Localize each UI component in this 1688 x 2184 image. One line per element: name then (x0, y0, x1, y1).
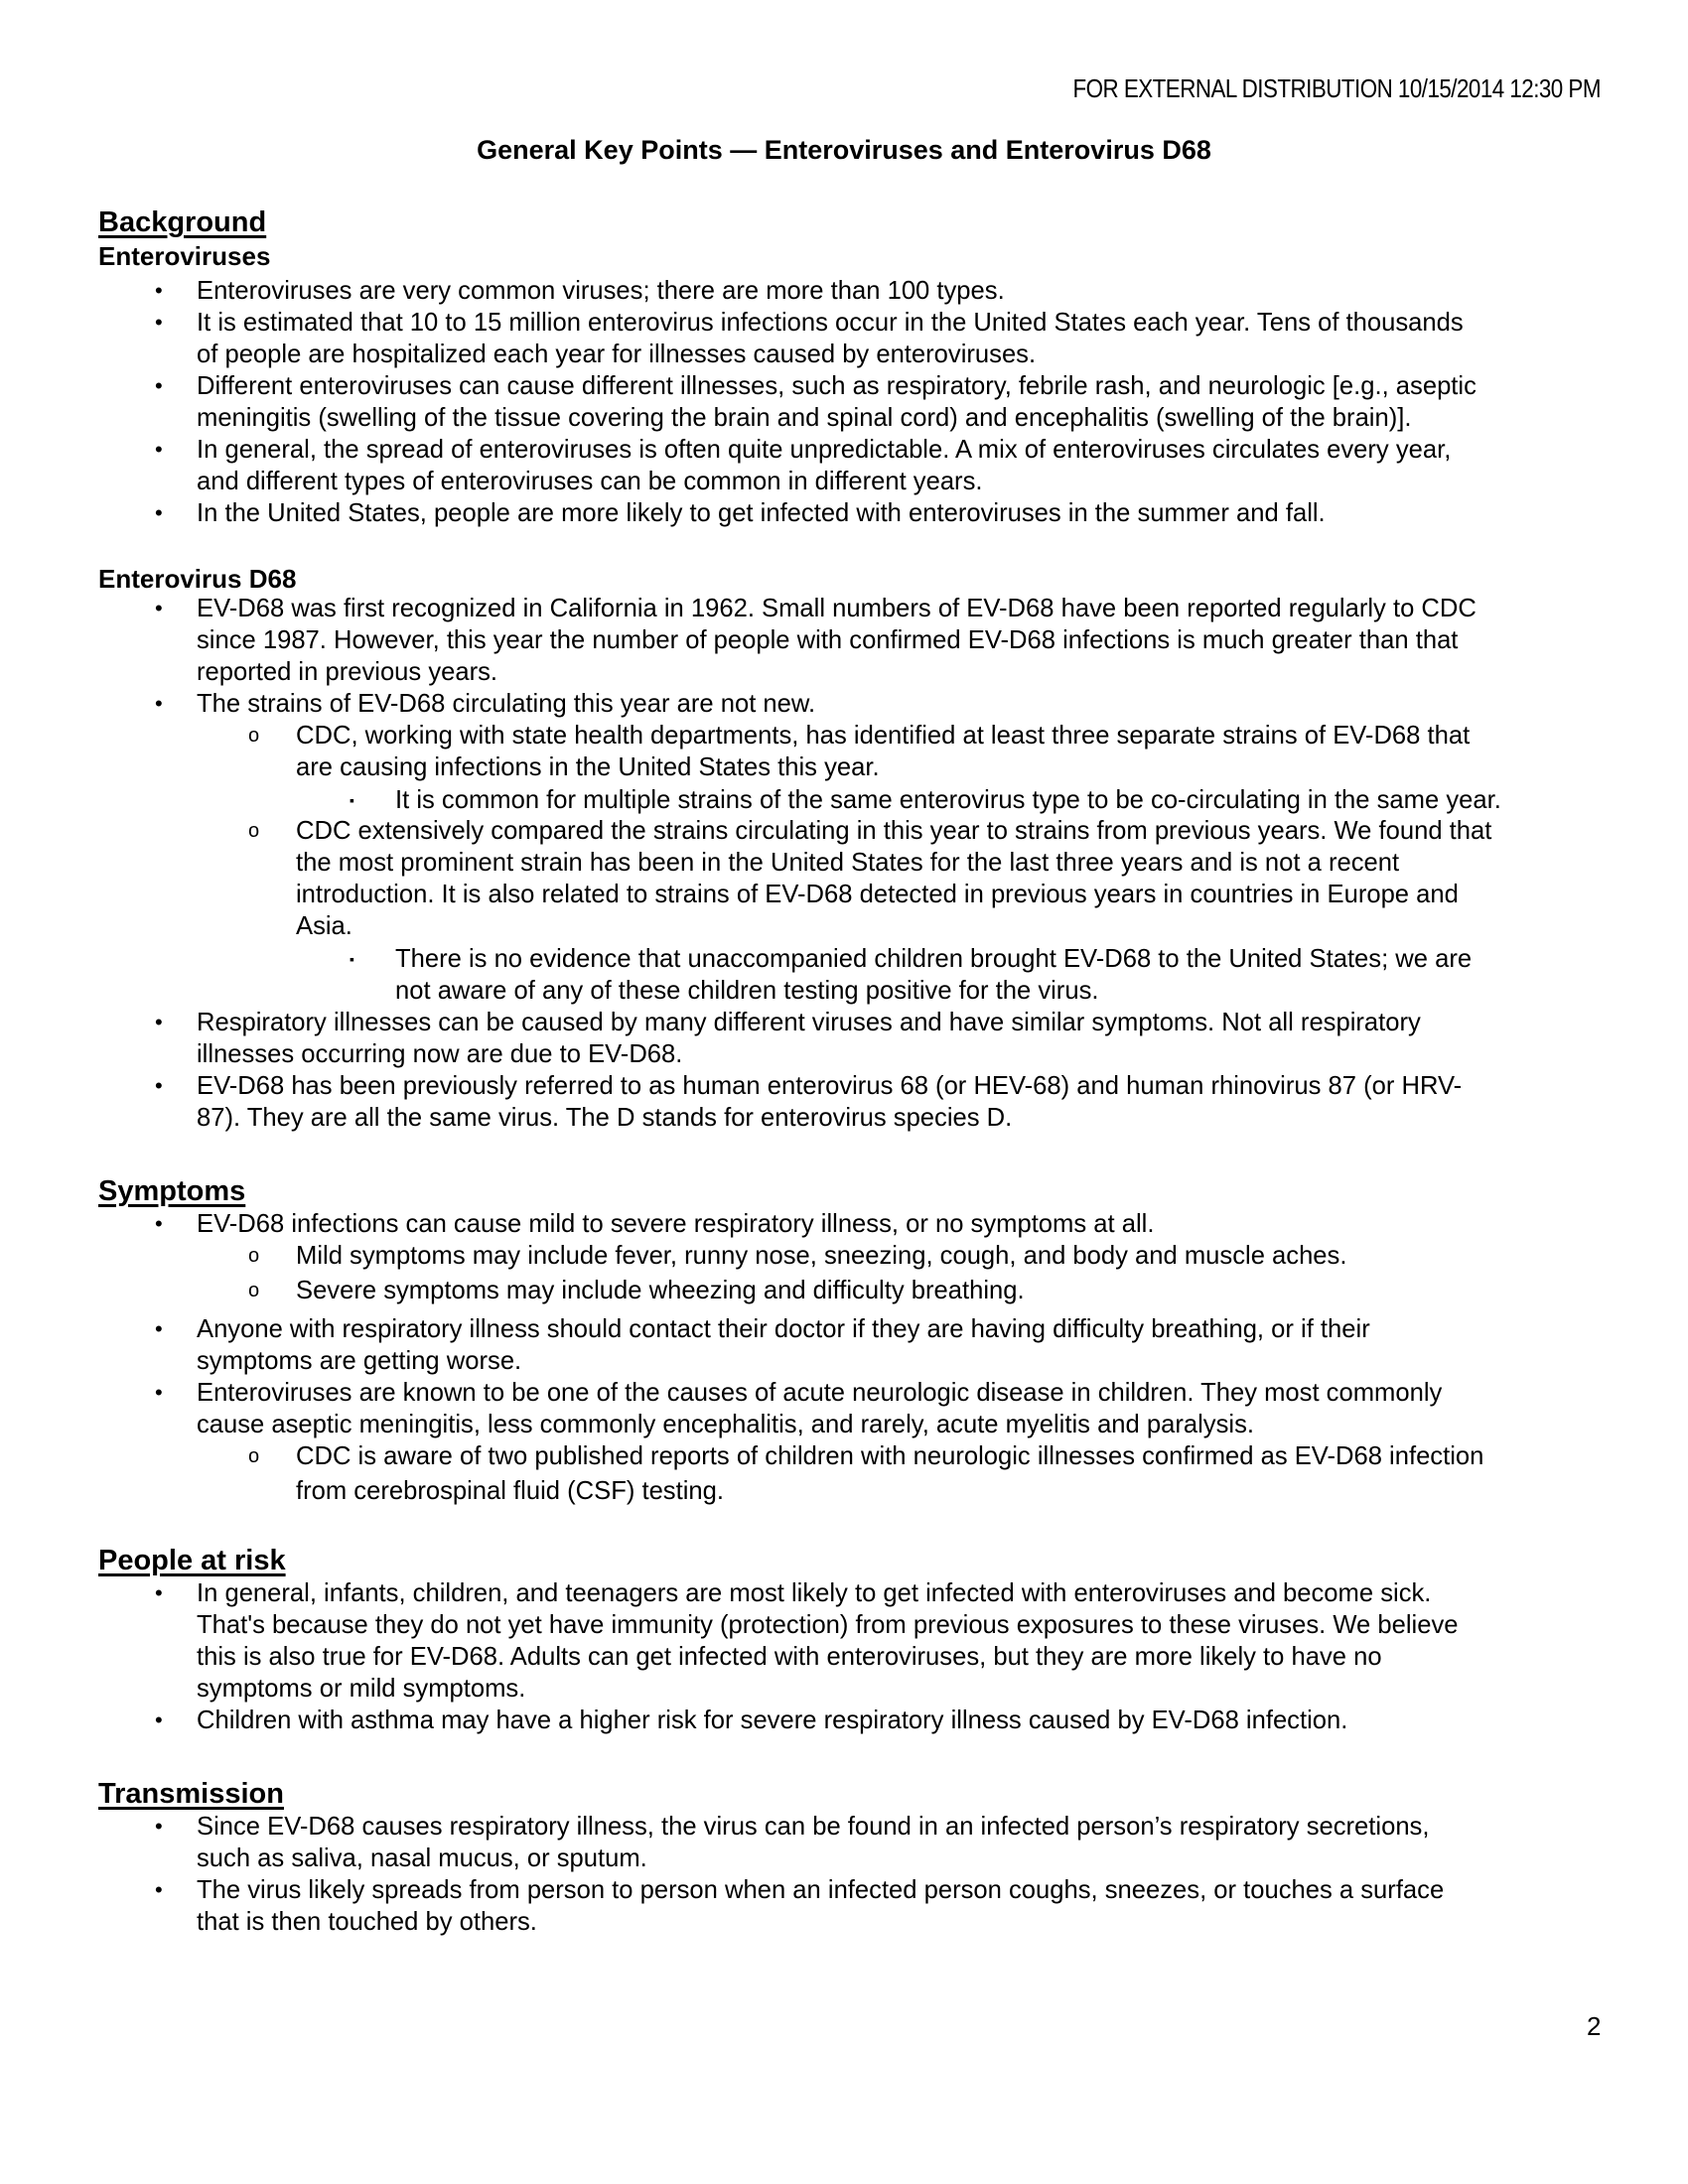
list-item: In general, infants, children, and teenagers are most likely to get infected with enteroviruses and become sick. (197, 1579, 1432, 1607)
bullet-icon: • (155, 596, 163, 620)
bullet-icon: • (155, 1707, 163, 1732)
list-item-continuation: illnesses occurring now are due to EV-D68. (197, 1040, 683, 1068)
list-item: Enteroviruses are very common viruses; there are more than 100 types. (197, 277, 1005, 305)
distribution-header: FOR EXTERNAL DISTRIBUTION 10/15/2014 12:30 PM (1072, 73, 1601, 103)
circle-bullet-icon: o (248, 1245, 260, 1267)
bullet-icon: • (155, 1010, 163, 1034)
list-item: Children with asthma may have a higher risk for severe respiratory illness caused by EV-D68 infection. (197, 1706, 1348, 1734)
circle-bullet-icon: o (248, 1445, 260, 1467)
list-item: The virus likely spreads from person to person when an infected person coughs, sneezes, or touches a surface (197, 1876, 1445, 1904)
bullet-icon: • (155, 373, 163, 398)
list-item-continuation: and different types of enteroviruses can be common in different years. (197, 468, 983, 495)
sub-list-item-continuation: from cerebrospinal fluid (CSF) testing. (296, 1477, 724, 1505)
section-heading-background: Background (98, 206, 267, 238)
list-item-continuation: 87). They are all the same virus. The D stands for enterovirus species D. (197, 1104, 1013, 1132)
section-heading-transmission: Transmission (98, 1778, 284, 1810)
list-item: EV-D68 infections can cause mild to severe respiratory illness, or no symptoms at all. (197, 1210, 1155, 1238)
bullet-icon: • (155, 1877, 163, 1902)
square-bullet-icon: ▪ (350, 951, 354, 967)
bullet-icon: • (155, 1073, 163, 1098)
bullet-icon: • (155, 278, 163, 303)
list-item-continuation: of people are hospitalized each year for illnesses caused by enteroviruses. (197, 341, 1037, 368)
list-item-continuation: cause aseptic meningitis, less commonly encephalitis, and rarely, acute myelitis and paralysis. (197, 1411, 1254, 1438)
sub-list-item-continuation: the most prominent strain has been in the United States for the last three years and is not a recent (296, 849, 1400, 877)
list-item-continuation: meningitis (swelling of the tissue covering the brain and spinal cord) and encephalitis (swelling of the brain)]. (197, 404, 1412, 432)
list-item-continuation: such as saliva, nasal mucus, or sputum. (197, 1844, 647, 1872)
sub-list-item: Mild symptoms may include fever, runny nose, sneezing, cough, and body and muscle aches. (296, 1242, 1347, 1270)
list-item-continuation: since 1987. However, this year the number of people with confirmed EV-D68 infections is much greater than that (197, 626, 1459, 654)
section-heading-symptoms: Symptoms (98, 1175, 246, 1207)
bullet-icon: • (155, 1211, 163, 1236)
sub-list-item: CDC, working with state health departments, has identified at least three separate strains of EV-D68 that (296, 722, 1471, 750)
list-item: Respiratory illnesses can be caused by many different viruses and have similar symptoms. Not all respiratory (197, 1009, 1421, 1036)
list-item: Since EV-D68 causes respiratory illness, the virus can be found in an infected person’s respiratory secretions, (197, 1813, 1430, 1841)
circle-bullet-icon: o (248, 1280, 260, 1301)
subheading-enteroviruses: Enteroviruses (98, 241, 271, 271)
sub-list-item: CDC extensively compared the strains circulating in this year to strains from previous years. We found that (296, 817, 1492, 845)
list-item: EV-D68 was first recognized in California in 1962. Small numbers of EV-D68 have been reported regularly to CDC (197, 595, 1477, 622)
bullet-icon: • (155, 500, 163, 525)
bullet-icon: • (155, 437, 163, 462)
bullet-icon: • (155, 1580, 163, 1605)
list-item-continuation: that is then touched by others. (197, 1908, 537, 1936)
list-item: Different enteroviruses can cause different illnesses, such as respiratory, febrile rash, and neurologic [e.g., aseptic (197, 372, 1477, 400)
list-item-continuation: this is also true for EV-D68. Adults can get infected with enteroviruses, but they are more likely to have no (197, 1643, 1382, 1671)
sub-list-item-continuation: Asia. (296, 912, 352, 940)
bullet-icon: • (155, 691, 163, 716)
list-item: Enteroviruses are known to be one of the causes of acute neurologic disease in children. They most commonly (197, 1379, 1443, 1407)
circle-bullet-icon: o (248, 820, 260, 842)
sub-sub-list-item: There is no evidence that unaccompanied children brought EV-D68 to the United States; we are (395, 945, 1473, 973)
document-title: General Key Points — Enteroviruses and Enterovirus D68 (477, 135, 1211, 165)
sub-list-item-continuation: are causing infections in the United States this year. (296, 753, 880, 781)
bullet-icon: • (155, 1316, 163, 1341)
list-item: Anyone with respiratory illness should contact their doctor if they are having difficulty breathing, or if their (197, 1315, 1370, 1343)
list-item: In the United States, people are more likely to get infected with enteroviruses in the summer and fall. (197, 499, 1326, 527)
section-heading-people-at-risk: People at risk (98, 1545, 286, 1576)
bullet-icon: • (155, 1814, 163, 1839)
list-item-continuation: symptoms are getting worse. (197, 1347, 522, 1375)
sub-list-item-continuation: introduction. It is also related to strains of EV-D68 detected in previous years in countries in Europe and (296, 881, 1459, 908)
bullet-icon: • (155, 310, 163, 335)
sub-list-item: Severe symptoms may include wheezing and difficulty breathing. (296, 1277, 1025, 1304)
sub-list-item: CDC is aware of two published reports of children with neurologic illnesses confirmed as EV-D68 infection (296, 1442, 1484, 1470)
circle-bullet-icon: o (248, 725, 260, 747)
page-number: 2 (1587, 2011, 1602, 2041)
sub-sub-list-item-continuation: not aware of any of these children testing positive for the virus. (395, 977, 1099, 1005)
list-item-continuation: reported in previous years. (197, 658, 498, 686)
list-item: EV-D68 has been previously referred to as human enterovirus 68 (or HEV-68) and human rhinovirus 87 (or HRV- (197, 1072, 1463, 1100)
list-item: The strains of EV-D68 circulating this year are not new. (197, 690, 816, 718)
list-item: In general, the spread of enteroviruses is often quite unpredictable. A mix of enteroviruses circulates every year, (197, 436, 1452, 464)
sub-sub-list-item: It is common for multiple strains of the same enterovirus type to be co-circulating in the same year. (395, 786, 1501, 814)
list-item-continuation: symptoms or mild symptoms. (197, 1675, 526, 1703)
list-item: It is estimated that 10 to 15 million enterovirus infections occur in the United States each year. Tens of thousands (197, 309, 1464, 337)
square-bullet-icon: ▪ (350, 792, 354, 808)
bullet-icon: • (155, 1380, 163, 1405)
subheading-enterovirus-d68: Enterovirus D68 (98, 564, 297, 594)
list-item-continuation: That's because they do not yet have immunity (protection) from previous exposures to these viruses. We believe (197, 1611, 1459, 1639)
